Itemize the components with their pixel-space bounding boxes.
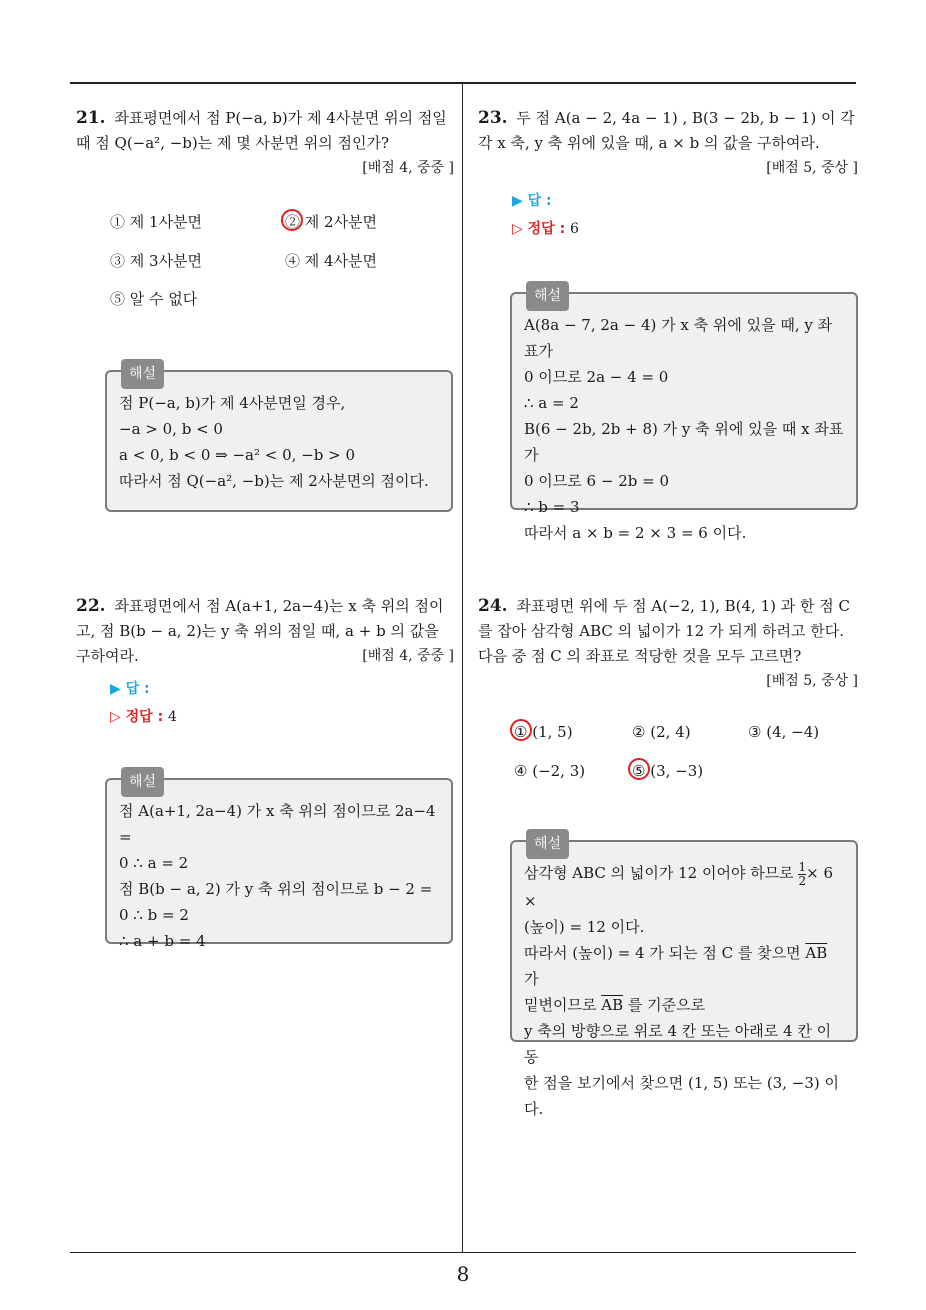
choice-4[interactable]: ④ (−2, 3): [514, 762, 586, 780]
choice-2[interactable]: ② (2, 4): [632, 723, 691, 741]
score-label: [배점 4, 중중 ]: [362, 648, 454, 664]
question-text: 좌표평면에서 점 P(−a, b)가 제 4사분면 위의 점일 때 점 Q(−a², −b)는 제 몇 사분면 위의 점인가?: [76, 109, 447, 152]
page-number: 8: [456, 1262, 470, 1286]
question-21: [76, 106, 454, 181]
explanation-line: 따라서 a × b = 2 × 3 = 6 이다.: [524, 524, 747, 542]
explanation-line: −a > 0, b < 0: [119, 420, 223, 438]
explanation-line: 점 P(−a, b)가 제 4사분면일 경우,: [119, 394, 346, 412]
correct-answer: ▷ 정답 : 4: [110, 709, 177, 725]
explanation-line: 0 ∴ b = 2: [119, 906, 189, 924]
top-rule: [70, 82, 856, 84]
explanation-line: A(8a − 7, 2a − 4) 가 x 축 위에 있을 때, y 좌표가: [524, 316, 833, 360]
question-22: [76, 594, 454, 669]
choice-5[interactable]: ⑤ 알 수 없다: [110, 290, 198, 308]
explanation-line: B(6 − 2b, 2b + 8) 가 y 축 위에 있을 때 x 좌표가: [524, 420, 844, 464]
explanation-tab: 해설: [121, 359, 164, 389]
answer-input-label[interactable]: ▶ 답 :: [110, 681, 150, 697]
answer-circle-mark: [510, 719, 532, 741]
explanation-line: 점 B(b − a, 2) 가 y 축 위의 점이므로 b − 2 =: [119, 880, 433, 898]
explanation-line: ∴ a = 2: [524, 394, 579, 412]
explanation-line: (높이) = 12 이다.: [524, 917, 645, 936]
question-23: [478, 106, 858, 181]
explanation-line: 한 점을 보기에서 찾으면 (1, 5) 또는 (3, −3) 이다.: [524, 1073, 839, 1118]
question-number: 21.: [76, 108, 106, 128]
explanation-line: y 축의 방향으로 위로 4 칸 또는 아래로 4 칸 이동: [524, 1021, 832, 1066]
correct-answer: ▷ 정답 : 6: [512, 221, 579, 237]
question-text: 두 점 A(a − 2, 4a − 1) , B(3 − 2b, b − 1) 이 각각 x 축, y 축 위에 있을 때, a × b 의 값을 구하여라.: [478, 109, 855, 152]
explanation-box-21: [105, 366, 453, 512]
explanation-box-24: [510, 836, 858, 1118]
bottom-rule: [70, 1252, 856, 1253]
explanation-line: 밑변이므로 $\overline{AB}$ 를 기준으로: [524, 995, 706, 1014]
question-text: 좌표평면 위에 두 점 A(−2, 1), B(4, 1) 과 한 점 C 를 잡아 삼각형 ABC 의 넓이가 12 가 되게 하려고 한다. 다음 중 점 C 의 좌표로 적당한 것을 모두 고르면?: [478, 597, 850, 665]
score-label: [배점 5, 중상 ]: [766, 160, 858, 176]
explanation-tab: 해설: [526, 829, 569, 859]
explanation-line: a < 0, b < 0 ⇒ −a² < 0, −b > 0: [119, 446, 356, 464]
fraction: $\frac{1}{2}$: [798, 859, 807, 888]
choice-1[interactable]: ① 제 1사분면: [110, 213, 203, 231]
explanation-line: 0 이므로 2a − 4 = 0: [524, 368, 669, 386]
choice-5[interactable]: ⑤ (3, −3): [632, 761, 703, 781]
score-label: [배점 4, 중중 ]: [362, 160, 454, 176]
choice-3[interactable]: ③ 제 3사분면: [110, 252, 203, 270]
choice-1[interactable]: ① (1, 5): [514, 722, 573, 742]
column-divider: [462, 83, 463, 1253]
answer-circle-mark: [628, 758, 650, 780]
explanation-box-23: [510, 288, 858, 542]
explanation-line: 0 ∴ a = 2: [119, 854, 189, 872]
explanation-line: 0 이므로 6 − 2b = 0: [524, 472, 669, 490]
choice-2[interactable]: ② 제 2사분면: [285, 212, 377, 232]
explanation-line: 삼각형 ABC 의 넓이가 12 이어야 하므로 $\frac{1}{2}$ × 6 ×: [524, 859, 833, 910]
answer-circle-mark: [281, 209, 303, 231]
explanation-tab: 해설: [526, 281, 569, 311]
choice-3[interactable]: ③ (4, −4): [748, 723, 820, 741]
score-label: [배점 5, 중상 ]: [766, 673, 858, 689]
explanation-box-22: [105, 774, 453, 950]
explanation-line: 따라서 점 Q(−a², −b)는 제 2사분면의 점이다.: [119, 472, 429, 490]
question-24: [478, 594, 858, 694]
explanation-line: ∴ b = 3: [524, 498, 580, 516]
question-text: 좌표평면에서 점 A(a+1, 2a−4)는 x 축 위의 점이고, 점 B(b − a, 2)는 y 축 위의 점일 때, a + b 의 값을 구하여라.: [76, 597, 444, 665]
choice-4[interactable]: ④ 제 4사분면: [285, 252, 378, 270]
explanation-line: 따라서 (높이) = 4 가 되는 점 C 를 찾으면 $\overline{AB}$ 가: [524, 943, 828, 988]
explanation-tab: 해설: [121, 767, 164, 797]
answer-input-label[interactable]: ▶ 답 :: [512, 193, 552, 209]
question-number: 23.: [478, 108, 508, 128]
question-number: 24.: [478, 596, 508, 616]
explanation-line: ∴ a + b = 4: [119, 932, 206, 950]
question-number: 22.: [76, 596, 106, 616]
explanation-line: 점 A(a+1, 2a−4) 가 x 축 위의 점이므로 2a−4 =: [119, 802, 436, 846]
